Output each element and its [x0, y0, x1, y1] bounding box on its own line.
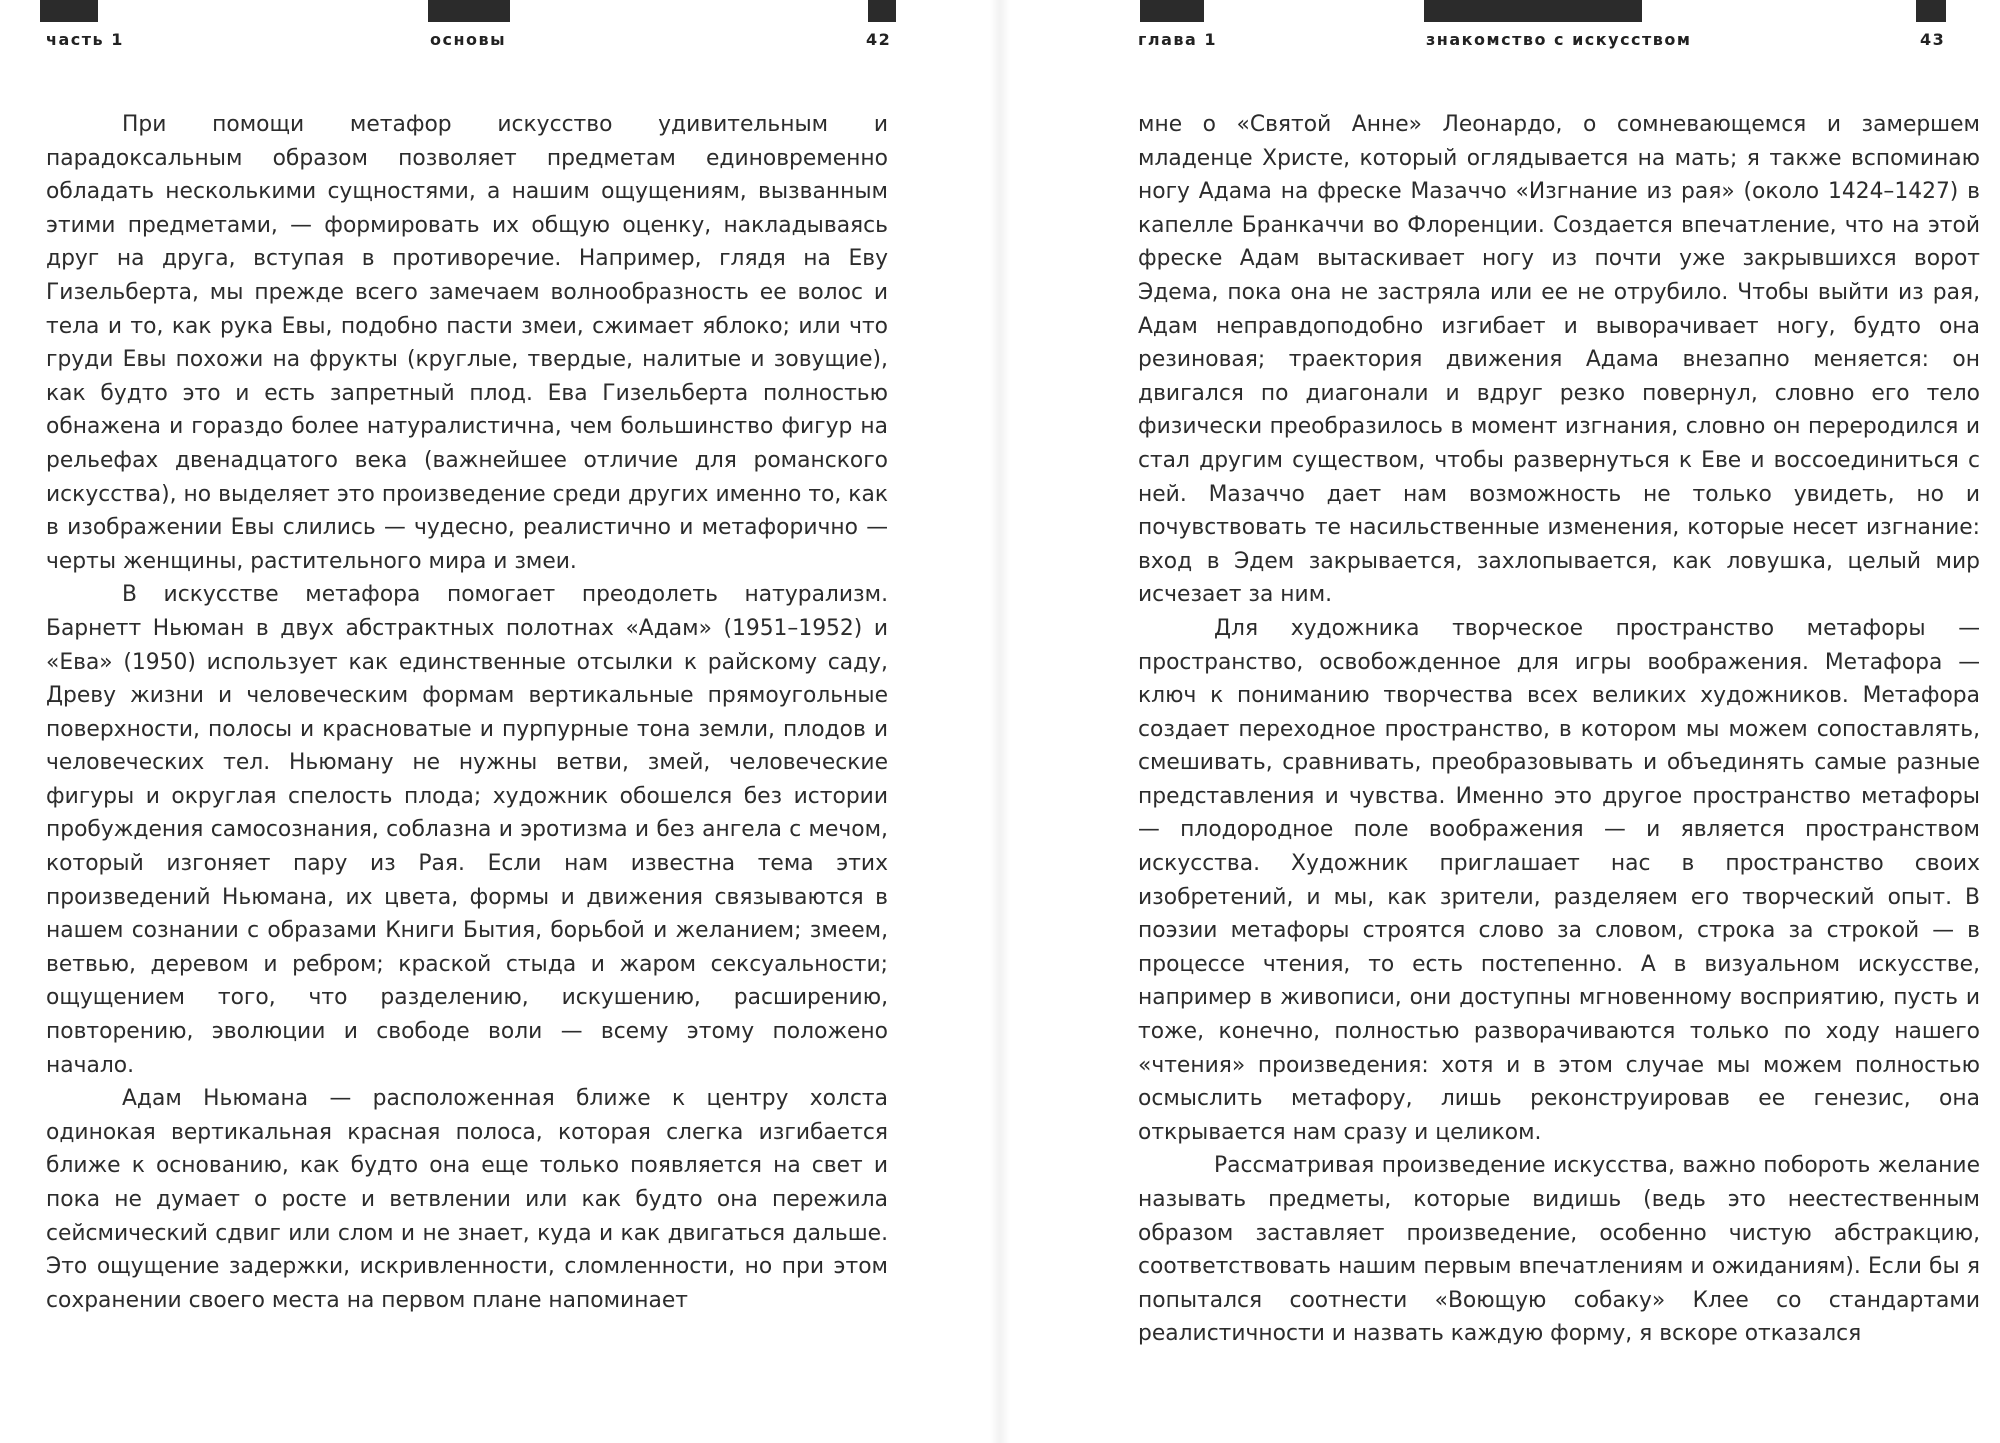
page-number: 43 [1920, 30, 1946, 49]
paragraph: Адам Ньюмана — расположенная ближе к центру холста одинокая вертикальная красная полоса, которая слегка изгибается ближе к основанию, как будто она еще только появляется на свет и пока не думает о росте и ветвлении или как будто она пережила сейсмический сдвиг или слом и не знает, куда и как двигаться дальше. Это ощущение задержки, искривленности, сломленности, но при этом сохранении своего места на первом плане напоминает [46, 1086, 888, 1313]
paragraph: При помощи метафор искусство удивительным и парадоксальным образом позволяет предметам единовременно обладать несколькими сущностями, а нашим ощущениям, вызванным этими предметами, — формировать их общую оценку, накладываясь друг на друга, вступая в противоречие. Например, глядя на Еву Гизельберта, мы прежде всего замечаем волнообразность ее волос и тела и то, как рука Евы, подобно пасти змеи, сжимает яблоко; или что груди Евы похожи на фрукты (круглые, твердые, налитые и зовущие), как будто это и есть запретный плод. Ева Гизельберта полностью обнажена и гораздо более натуралистична, чем большинство фигур на рельефах двенадцатого века (важнейшее отличие для романского искусства), но выделяет это произведение среди других именно то, как в изображении Евы слились — чудесно, реалистично и метафорично — черты женщины, растительного мира и змеи. [46, 112, 888, 574]
running-head-part: часть 1 [46, 30, 124, 49]
header-tab-mark [428, 0, 510, 22]
body-text [46, 108, 888, 1317]
running-head-section: основы [430, 30, 507, 49]
header-tab-mark [40, 0, 98, 22]
paragraph: мне о «Святой Анне» Леонардо, о сомневающемся и замершем младенце Христе, который оглядывается на мать; я также вспоминаю ногу Адама на фреске Мазаччо «Изгнание из рая» (около 1424–1427) в капелле Бранкаччи во Флоренции. Создается впечатление, что на этой фреске Адам вытаскивает ногу из почти уже закрывшихся ворот Эдема, пока она не застряла или ее не отрубило. Чтобы выйти из рая, Адам неправдоподобно изгибает и выворачивает ногу, будто она резиновая; траектория движения Адама внезапно меняется: он двигался по диагонали и вдруг резко повернул, словно его тело физически преобразилось в момент изгнания, словно он переродился и стал другим существом, чтобы развернуться к Еве и воссоединиться с ней. Мазаччо дает нам возможность не только увидеть, но и почувствовать те насильственные изменения, которые несет изгнание: вход в Эдем закрывается, захлопывается, как ловушка, целый мир исчезает за ним. [1138, 112, 1980, 608]
header-tab-mark [1424, 0, 1642, 22]
body-text [1138, 108, 1980, 1351]
running-head-chapter: глава 1 [1138, 30, 1217, 49]
running-head-section: знакомство с искусством [1426, 30, 1692, 49]
page-number: 42 [866, 30, 892, 49]
paragraph: В искусстве метафора помогает преодолеть натурализм. Барнетт Ньюман в двух абстрактных полотнах «Адам» (1951–1952) и «Ева» (1950) использует как единственные отсылки к райскому саду, Древу жизни и человеческим формам вертикальные прямоугольные поверхности, полосы и красноватые и пурпурные тона земли, плодов и человеческих тел. Ньюману не нужны ветви, змей, человеческие фигуры и округлая спелость плода; художник обошелся без истории пробуждения самосознания, соблазна и эротизма и без ангела с мечом, который изгоняет пару из Рая. Если нам известна тема этих произведений Ньюмана, их цвета, формы и движения связываются в нашем сознании с образами Книги Бытия, борьбой и желанием; змеем, ветвью, деревом и ребром; краской стыда и жаром сексуальности; ощущением того, что разделению, искушению, расширению, повторению, эволюции и свободе воли — всему этому положено начало. [46, 582, 888, 1078]
paragraph: Рассматривая произведение искусства, важно побороть желание называть предметы, которые видишь (ведь это неестественным образом заставляет произведение, особенно чистую абстракцию, соответствовать нашим первым впечатлениям и ожиданиям). Если бы я попытался соотнести «Воющую собаку» Клее со стандартами реалистичности и назвать каждую форму, я вскоре отказался [1138, 1153, 1980, 1347]
header-tab-mark [1140, 0, 1204, 22]
header-tab-mark [868, 0, 896, 22]
paragraph: Для художника творческое пространство метафоры — пространство, освобожденное для игры воображения. Метафора — ключ к пониманию творчества всех великих художников. Метафора создает переходное пространство, в котором мы можем сопоставлять, смешивать, сравнивать, преобразовывать и объединять самые разные представления и чувства. Именно это другое пространство метафоры — плодородное поле воображения — и является пространством искусства. Художник приглашает нас в пространство своих изобретений, и мы, как зрители, разделяем его творческий опыт. В поэзии метафоры строятся слово за словом, строка за строкой — в процессе чтения, то есть постепенно. А в визуальном искусстве, например в живописи, они доступны мгновенному восприятию, пусть и тоже, конечно, полностью разворачиваются только по ходу нашего «чтения» произведения: хотя и в этом случае мы можем полностью осмыслить метафору, лишь реконструировав ее генезис, она открывается нам сразу и целиком. [1138, 615, 1980, 1145]
header-tab-mark [1916, 0, 1946, 22]
